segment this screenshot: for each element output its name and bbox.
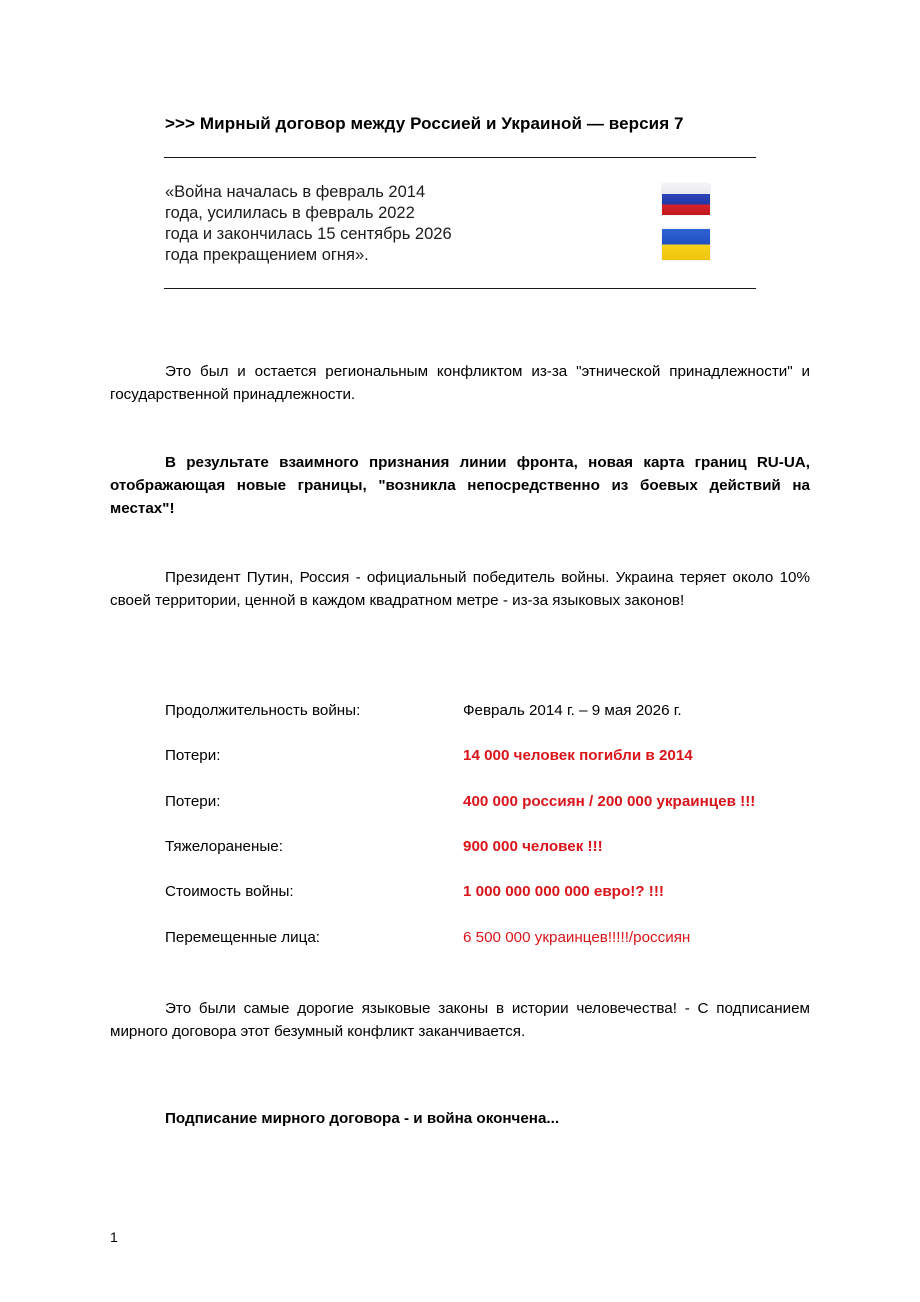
paragraph-language-laws: Это были самые дорогие языковые законы в истории человечества! - С подписанием мирного договора этот безумный конфликт заканчивается.	[110, 1000, 810, 1040]
fact-label: Перемещенные лица:	[165, 929, 320, 946]
fact-row-wounded	[165, 838, 825, 860]
fact-value: 900 000 человек !!!	[463, 838, 603, 855]
divider-top	[164, 157, 756, 158]
page-number: 1	[110, 1229, 118, 1245]
quote-line: «Война началась в февраль 2014	[165, 183, 426, 201]
paragraph-conflict: Это был и остается региональным конфликтом из-за "этнической принадлежности" и государственной принадлежности.	[110, 363, 810, 403]
fact-value: 6 500 000 украинцев!!!!!/россиян	[463, 929, 691, 946]
fact-label: Стоимость войны:	[165, 883, 294, 900]
ukraine-flag-icon	[662, 229, 710, 260]
fact-row-losses-total	[165, 793, 825, 815]
fact-label: Тяжелораненые:	[165, 838, 283, 855]
document-title: >>> Мирный договор между Россией и Украиной — версия 7	[165, 114, 684, 133]
quote-line: года, усилилась в февраль 2022	[165, 204, 415, 222]
fact-row-cost	[165, 883, 825, 905]
fact-value: 14 000 человек погибли в 2014	[463, 747, 693, 764]
quote-line: года прекращением огня».	[165, 246, 369, 264]
fact-row-duration	[165, 702, 825, 724]
paragraph-borders: В результате взаимного признания линии фронта, новая карта границ RU-UA, отображающая новые границы, "возникла непосредственно из боевых действий на местах"!	[110, 454, 810, 517]
fact-value: Февраль 2014 г. – 9 мая 2026 г.	[463, 702, 682, 719]
fact-label: Потери:	[165, 747, 221, 764]
fact-value: 400 000 россиян / 200 000 украинцев !!!	[463, 793, 756, 810]
fact-row-displaced	[165, 929, 825, 951]
russia-flag-icon	[662, 184, 710, 215]
quote-block	[165, 182, 525, 266]
signoff-line: Подписание мирного договора - и война окончена...	[165, 1110, 560, 1127]
fact-value: 1 000 000 000 000 евро!? !!!	[463, 883, 664, 900]
fact-label: Потери:	[165, 793, 221, 810]
paragraph-winner: Президент Путин, Россия - официальный победитель войны. Украина теряет около 10% своей территории, ценной в каждом квадратном метре - из-за языковых законов!	[110, 569, 810, 609]
fact-label: Продолжительность войны:	[165, 702, 361, 719]
fact-row-losses-2014	[165, 747, 825, 769]
quote-line: года и закончилась 15 сентябрь 2026	[165, 225, 452, 243]
divider-bottom	[164, 288, 756, 289]
